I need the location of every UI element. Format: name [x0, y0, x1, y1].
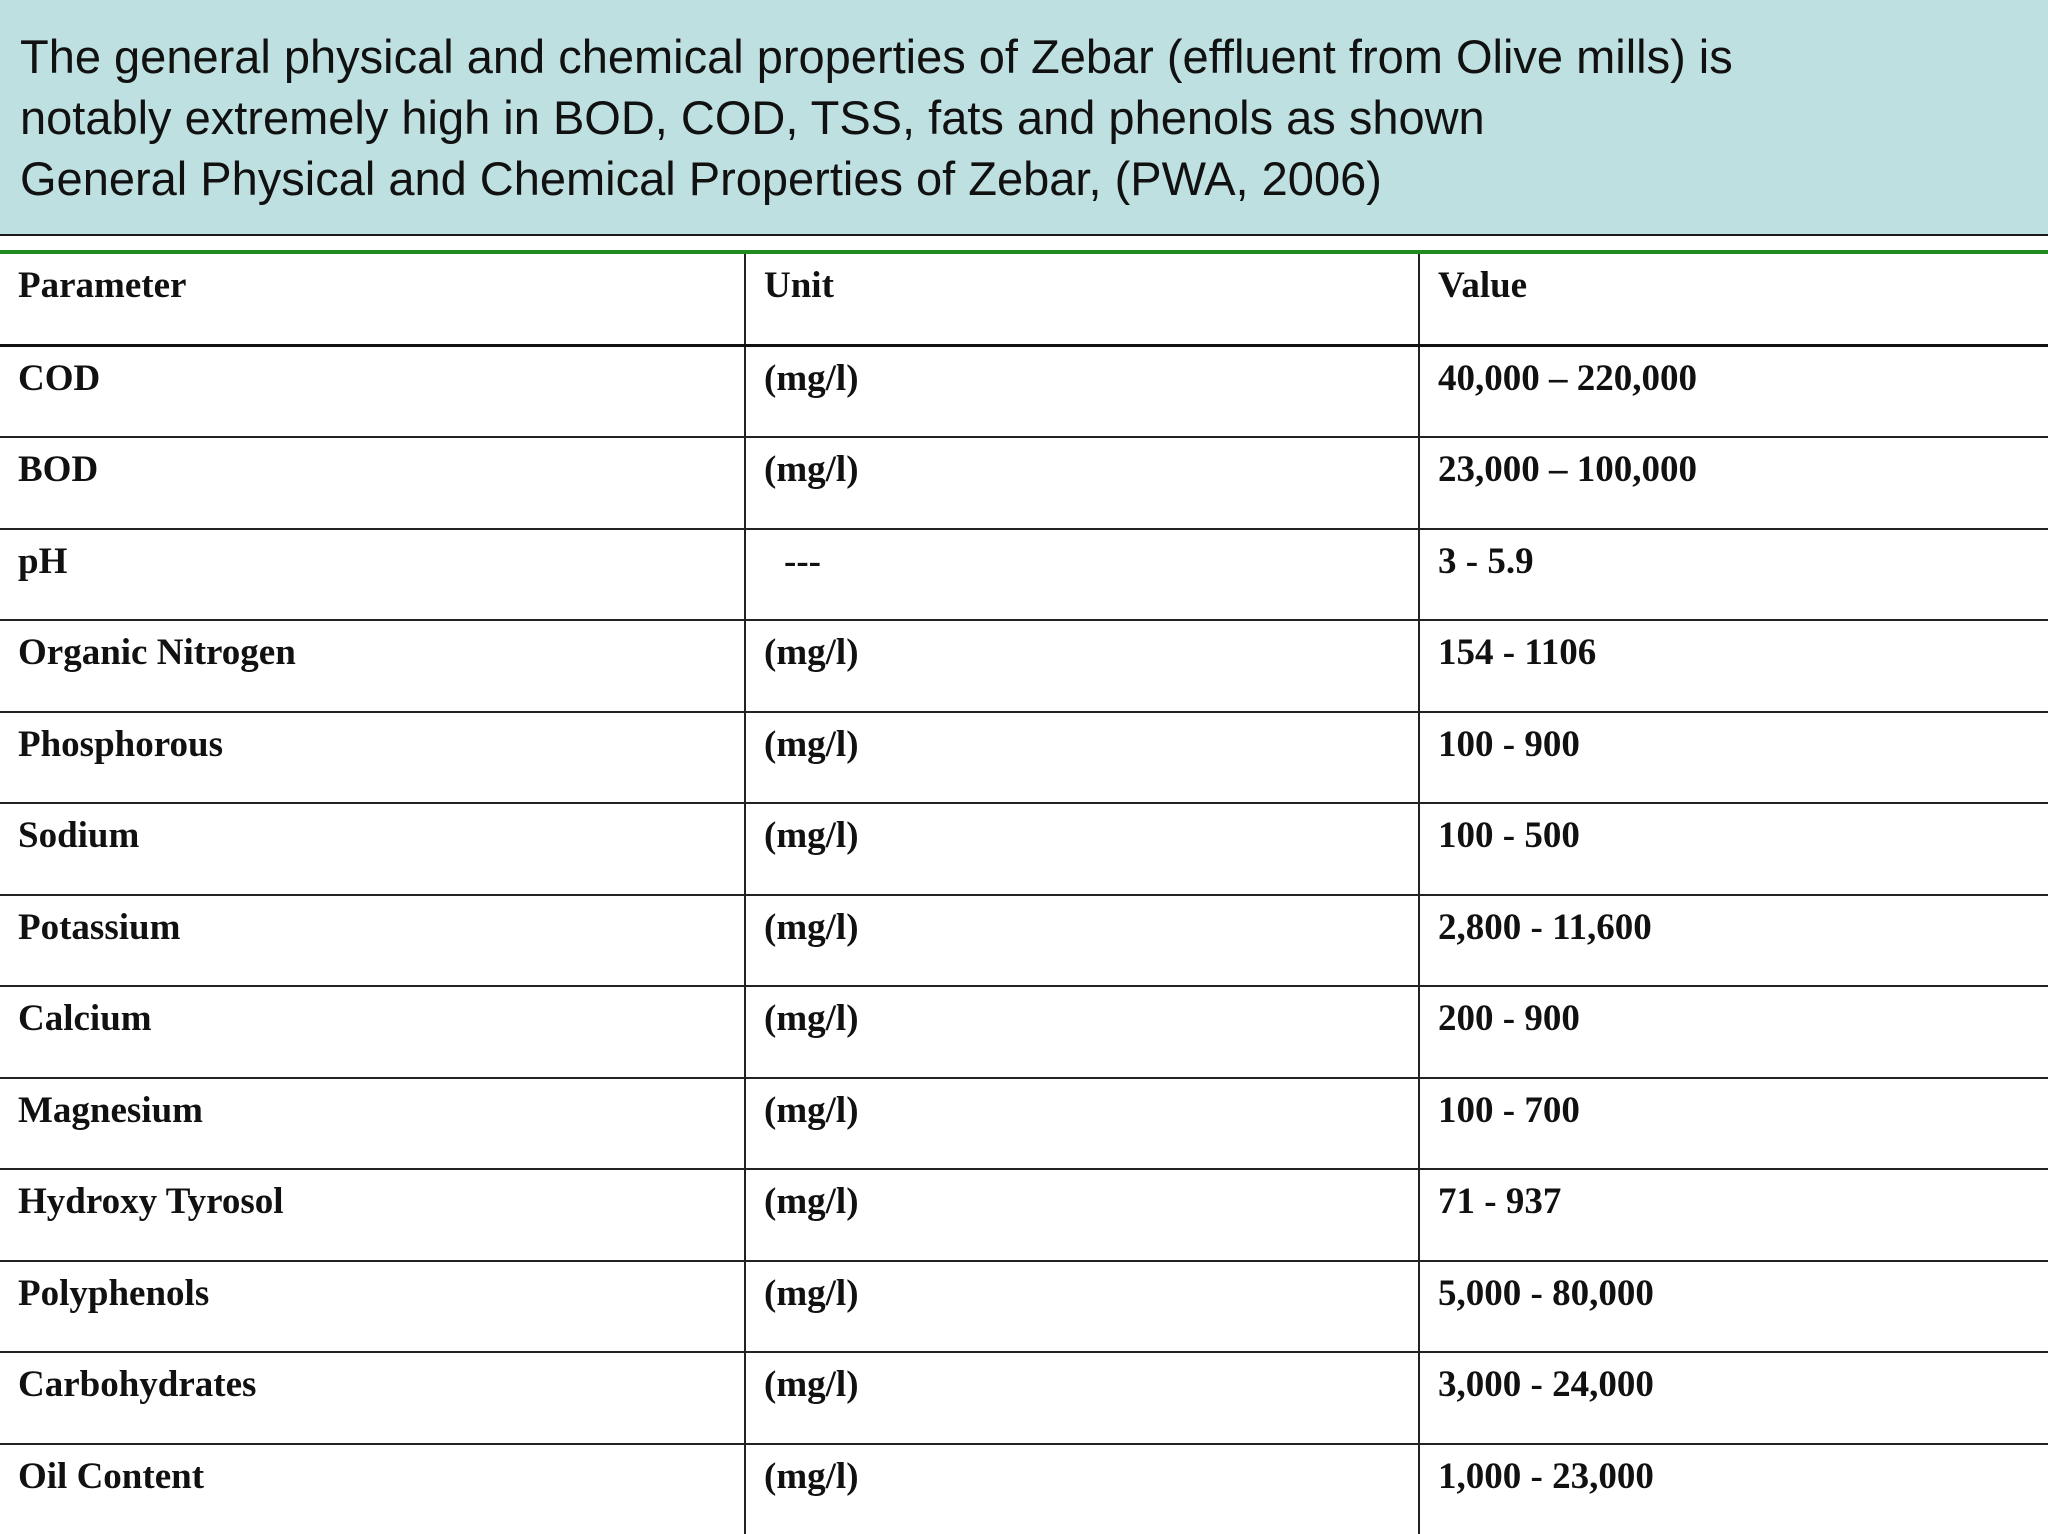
- title-line-3: General Physical and Chemical Properties of Zebar, (PWA, 2006): [20, 152, 1382, 205]
- cell-unit: (mg/l): [745, 346, 1419, 438]
- title-line-1: The general physical and chemical properties of Zebar (effluent from Olive mills) is: [20, 30, 1733, 83]
- cell-parameter: Sodium: [0, 803, 745, 895]
- slide-title-box: [0, 0, 2048, 236]
- cell-value: 100 - 900: [1419, 712, 2048, 804]
- cell-value: 40,000 – 220,000: [1419, 346, 2048, 438]
- cell-value: 1,000 - 23,000: [1419, 1444, 2048, 1534]
- table-row: [0, 986, 2048, 1078]
- cell-unit: (mg/l): [745, 1261, 1419, 1353]
- table-header-row: [0, 254, 2048, 346]
- table-row: [0, 1169, 2048, 1261]
- header-parameter: Parameter: [0, 254, 745, 346]
- cell-unit: (mg/l): [745, 1352, 1419, 1444]
- cell-parameter: Oil Content: [0, 1444, 745, 1534]
- properties-table: [0, 254, 2048, 1534]
- cell-unit: (mg/l): [745, 803, 1419, 895]
- table-row: [0, 1444, 2048, 1534]
- cell-parameter: pH: [0, 529, 745, 621]
- cell-unit: (mg/l): [745, 895, 1419, 987]
- header-unit: Unit: [745, 254, 1419, 346]
- cell-parameter: Phosphorous: [0, 712, 745, 804]
- cell-parameter: Polyphenols: [0, 1261, 745, 1353]
- cell-parameter: Carbohydrates: [0, 1352, 745, 1444]
- cell-parameter: BOD: [0, 437, 745, 529]
- cell-unit: (mg/l): [745, 1169, 1419, 1261]
- properties-table-container: [0, 254, 2048, 1534]
- cell-parameter: Potassium: [0, 895, 745, 987]
- table-row: [0, 712, 2048, 804]
- cell-parameter: COD: [0, 346, 745, 438]
- cell-value: 2,800 - 11,600: [1419, 895, 2048, 987]
- cell-value: 3,000 - 24,000: [1419, 1352, 2048, 1444]
- table-row: [0, 529, 2048, 621]
- cell-value: 5,000 - 80,000: [1419, 1261, 2048, 1353]
- cell-parameter: Organic Nitrogen: [0, 620, 745, 712]
- cell-value: 154 - 1106: [1419, 620, 2048, 712]
- cell-unit: (mg/l): [745, 1444, 1419, 1534]
- cell-value: 23,000 – 100,000: [1419, 437, 2048, 529]
- cell-value: 100 - 700: [1419, 1078, 2048, 1170]
- title-line-2: notably extremely high in BOD, COD, TSS, fats and phenols as shown: [20, 91, 1485, 144]
- table-row: [0, 1261, 2048, 1353]
- table-row: [0, 620, 2048, 712]
- header-value: Value: [1419, 254, 2048, 346]
- cell-unit: (mg/l): [745, 620, 1419, 712]
- table-row: [0, 803, 2048, 895]
- cell-value: 200 - 900: [1419, 986, 2048, 1078]
- table-row: [0, 1078, 2048, 1170]
- cell-parameter: Magnesium: [0, 1078, 745, 1170]
- cell-parameter: Hydroxy Tyrosol: [0, 1169, 745, 1261]
- table-row: [0, 1352, 2048, 1444]
- cell-value: 100 - 500: [1419, 803, 2048, 895]
- cell-unit: (mg/l): [745, 1078, 1419, 1170]
- table-row: [0, 346, 2048, 438]
- table-row: [0, 437, 2048, 529]
- cell-unit: (mg/l): [745, 712, 1419, 804]
- cell-unit: ---: [745, 529, 1419, 621]
- cell-unit: (mg/l): [745, 437, 1419, 529]
- table-row: [0, 895, 2048, 987]
- cell-unit: (mg/l): [745, 986, 1419, 1078]
- cell-parameter: Calcium: [0, 986, 745, 1078]
- cell-value: 3 - 5.9: [1419, 529, 2048, 621]
- cell-value: 71 - 937: [1419, 1169, 2048, 1261]
